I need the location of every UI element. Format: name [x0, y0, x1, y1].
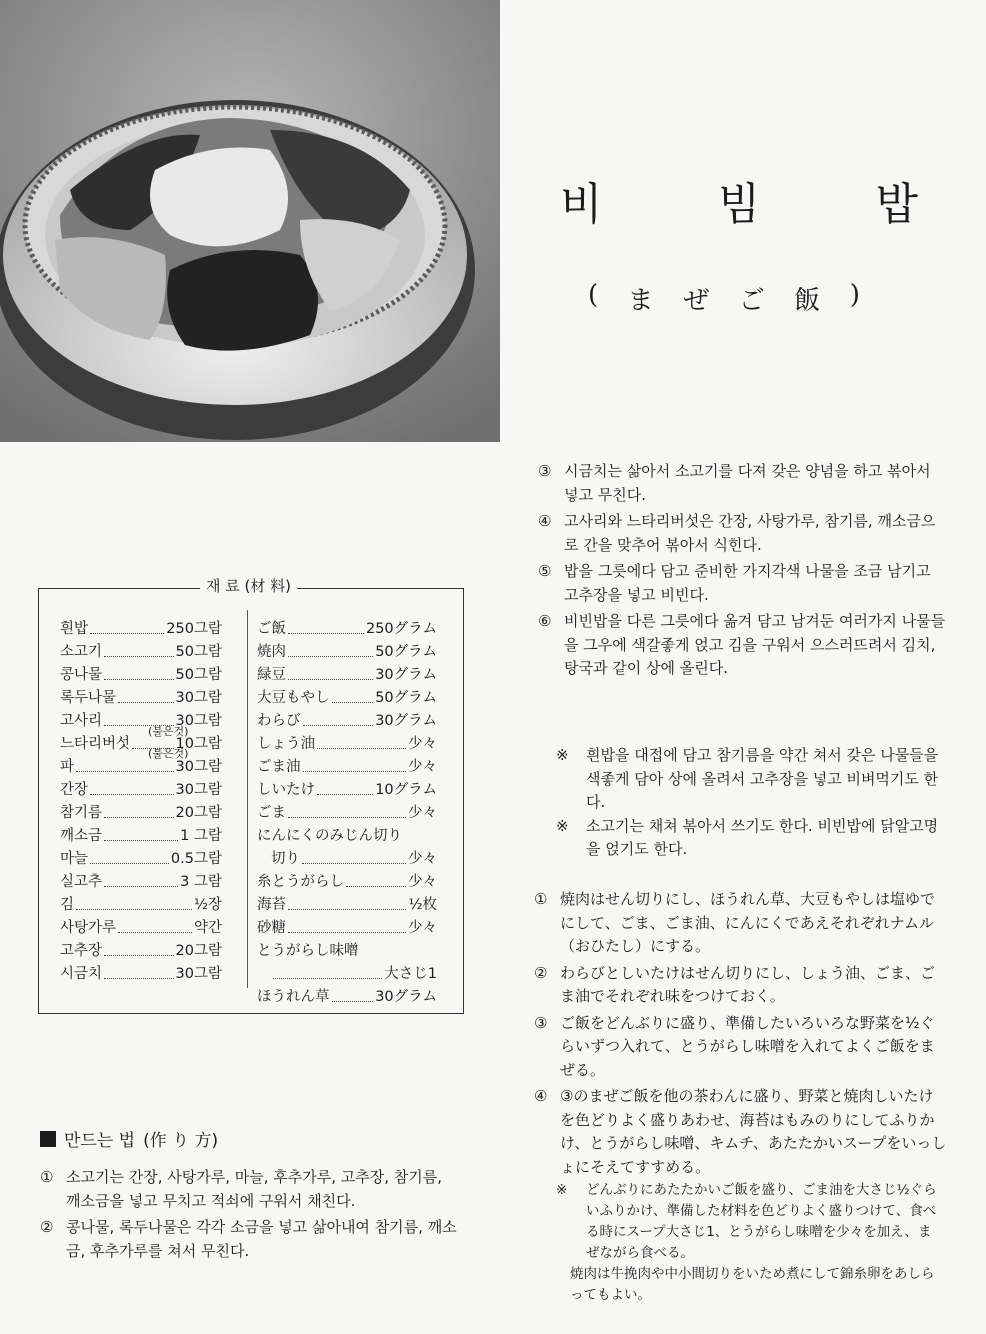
- ingredient-name: 사탕가루: [60, 920, 117, 936]
- ingredient-name: にんにくのみじん切り: [257, 828, 402, 844]
- ingredients-legend: 재 료 (材 料): [200, 575, 297, 596]
- ingredient-qty: 1 그람: [180, 828, 222, 844]
- method-heading: [40, 1126, 218, 1151]
- note-text: 소고기는 채쳐 볶아서 쓰기도 한다. 비빈밥에 닭알고명을 얹기도 한다.: [586, 816, 939, 858]
- ingredient-name: しょう油: [257, 736, 315, 752]
- korean-step: [538, 560, 948, 607]
- ingredient-qty: 少々: [408, 736, 437, 752]
- ingredient-name: 시금치: [60, 966, 103, 982]
- ingredient-name: 록두나물: [60, 690, 117, 706]
- korean-step: [538, 610, 948, 681]
- ingredient-qty: 50그람: [175, 644, 222, 660]
- square-bullet-icon: [40, 1131, 56, 1147]
- note-mark: ※: [556, 816, 569, 835]
- ingredient-row: [257, 664, 437, 687]
- ingredient-qty: 少々: [408, 851, 437, 867]
- ingredient-row: [60, 963, 222, 986]
- korean-step: [40, 1216, 460, 1263]
- ingredient-row: [257, 641, 437, 664]
- note-mark: ※: [556, 746, 569, 764]
- ingredient-row: [60, 733, 222, 756]
- ingredient-name: ほうれん草: [257, 989, 330, 1005]
- ingredient-qty: 50グラム: [375, 644, 437, 660]
- ingredient-qty: ½枚: [408, 897, 437, 913]
- ingredient-row: [60, 687, 222, 710]
- step-text: 콩나물, 록두나물은 각각 소금을 넣고 삶아내여 참기름, 깨소금, 후추가루를 쳐서 무친다.: [66, 1218, 457, 1260]
- ingredient-row: [257, 940, 437, 963]
- ingredient-qty: 30グラム: [375, 667, 437, 683]
- note-text: 흰밥을 대접에 담고 참기름을 약간 쳐서 갖은 나물들을 색좋게 담아 상에 올려서 고추장을 넣고 비벼먹기도 한다.: [586, 746, 939, 811]
- ingredient-name: 느타리버섯: [60, 736, 131, 752]
- ingredient-name: 간장: [60, 782, 89, 798]
- method-heading-japanese: (作 り 方): [143, 1131, 219, 1151]
- korean-note: [556, 815, 948, 862]
- ingredient-qty: 30그람: [175, 713, 222, 729]
- ingredient-row: [60, 779, 222, 802]
- step-text: 비빈밥을 다른 그릇에다 옮겨 담고 남겨둔 여러가지 나물들을 그우에 색갈좋게 얹고 김을 구워서 으스러뜨려서 김치, 탕국과 같이 상에 올린다.: [564, 612, 946, 677]
- ingredient-note: (불은것): [148, 747, 189, 760]
- ingredient-row: [257, 848, 437, 871]
- ingredient-row: [257, 802, 437, 825]
- ingredient-row: [60, 802, 222, 825]
- japanese-notes: [556, 1180, 944, 1306]
- ingredient-qty: 약간: [193, 920, 222, 936]
- ingredient-row: [257, 779, 437, 802]
- ingredient-name: 깨소금: [60, 828, 103, 844]
- ingredient-row: [257, 825, 437, 848]
- page-subtitle: [588, 280, 860, 317]
- step-number: ①: [40, 1168, 54, 1186]
- bibimbap-bowl-image: [0, 0, 500, 442]
- ingredient-name: わらび: [257, 713, 301, 729]
- ingredient-row: [60, 894, 222, 917]
- ingredient-row: [257, 733, 437, 756]
- ingredient-qty: 250グラム: [365, 621, 437, 637]
- step-text: わらびとしいたけはせん切りにし、しょう油、ごま、ごま油でそれぞれ味をつけておく。: [560, 963, 936, 1005]
- ingredient-row: [257, 963, 437, 986]
- step-text: 시금치는 삶아서 소고기를 다져 갖은 양념을 하고 볶아서 넣고 무친다.: [564, 462, 931, 504]
- bibimbap-photo: [0, 0, 500, 442]
- ingredient-row: [257, 986, 437, 1009]
- ingredient-qty: 少々: [408, 920, 437, 936]
- ingredient-qty: 250그람: [166, 621, 222, 637]
- subtitle-char: (: [588, 280, 599, 310]
- japanese-step: [534, 1012, 948, 1083]
- ingredient-name: ごま: [257, 805, 286, 821]
- ingredient-row: [60, 825, 222, 848]
- title-char: 비: [560, 179, 605, 230]
- ingredient-name: 파: [60, 759, 75, 775]
- ingredient-row: [257, 710, 437, 733]
- ingredient-qty: 少々: [408, 759, 437, 775]
- ingredient-name: 흰밥: [60, 621, 89, 637]
- japanese-note: [556, 1180, 944, 1264]
- ingredient-qty: 20그람: [175, 805, 222, 821]
- subtitle-char: ご: [738, 286, 765, 316]
- korean-step: [40, 1166, 460, 1213]
- ingredient-name: とうがらし味噌: [257, 943, 359, 959]
- ingredient-row: [257, 894, 437, 917]
- ingredient-qty: 少々: [408, 874, 437, 890]
- ingredient-row: [60, 664, 222, 687]
- ingredient-name: 참기름: [60, 805, 103, 821]
- note-mark: ※: [556, 1182, 568, 1198]
- ingredient-row: [60, 756, 222, 779]
- ingredient-name: 海苔: [257, 897, 286, 913]
- ingredient-row: [60, 641, 222, 664]
- step-number: ②: [40, 1218, 54, 1236]
- ingredient-qty: 10그람: [175, 736, 222, 752]
- ingredient-name: 緑豆: [257, 667, 286, 683]
- ingredient-qty: 30グラム: [375, 989, 437, 1005]
- ingredient-name: 소고기: [60, 644, 103, 660]
- ingredient-qty: 50그람: [175, 667, 222, 683]
- subtitle-char: ): [849, 280, 860, 310]
- japanese-step: [534, 888, 948, 959]
- korean-steps-right: [538, 460, 948, 684]
- ingredient-row: [60, 618, 222, 641]
- korean-note: [556, 744, 948, 815]
- ingredient-row: [257, 687, 437, 710]
- step-number: ⑤: [538, 562, 552, 580]
- ingredient-qty: 30그람: [175, 966, 222, 982]
- step-number: ④: [538, 512, 552, 530]
- step-number: ②: [534, 963, 548, 982]
- ingredients-japanese-list: [257, 618, 437, 1009]
- ingredient-row: [257, 756, 437, 779]
- ingredient-row: [60, 848, 222, 871]
- ingredient-row: [257, 917, 437, 940]
- subtitle-char: ぜ: [683, 286, 710, 316]
- ingredient-name: 大豆もやし: [257, 690, 330, 706]
- ingredient-row: [257, 871, 437, 894]
- subtitle-char: ま: [627, 286, 654, 316]
- step-number: ①: [534, 890, 548, 908]
- japanese-step: [534, 1085, 948, 1179]
- ingredients-korean-list: [60, 618, 222, 986]
- step-text: 焼肉はせん切りにし、ほうれん草、大豆もやしは塩ゆでにして、ごま、ごま油、にんにくであえそれぞれナムル（おひたし）にする。: [560, 890, 936, 955]
- ingredient-qty: 20그람: [175, 943, 222, 959]
- ingredient-name: 콩나물: [60, 667, 103, 683]
- ingredient-name: 切り: [271, 851, 300, 867]
- method-heading-korean: 만드는 법: [64, 1131, 136, 1151]
- step-number: ⑥: [538, 612, 552, 630]
- korean-notes: [556, 744, 948, 862]
- korean-step: [538, 460, 948, 507]
- korean-steps-left: [40, 1166, 460, 1266]
- note-text: どんぶりにあたたかいご飯を盛り、ごま油を大さじ½ぐらいふりかけ、準備した材料を色どりよく盛りつけて、食べる時にスープ大さじ1、とうがらし味噌を少々を加え、まぜながら食べる。: [586, 1182, 937, 1261]
- ingredient-name: 糸とうがらし: [257, 874, 344, 890]
- ingredient-name: 마늘: [60, 851, 89, 867]
- ingredient-qty: 10グラム: [375, 782, 437, 798]
- ingredient-row: [257, 618, 437, 641]
- ingredient-name: 김: [60, 897, 75, 913]
- ingredient-name: 砂糖: [257, 920, 286, 936]
- ingredient-name: 고추장: [60, 943, 103, 959]
- step-number: ③: [534, 1013, 548, 1032]
- ingredient-qty: 少々: [408, 805, 437, 821]
- japanese-steps: [534, 888, 948, 1182]
- page-title: [560, 168, 920, 232]
- ingredient-qty: 30グラム: [375, 713, 437, 729]
- title-char: 빔: [717, 179, 763, 230]
- step-text: 고사리와 느타리버섯은 간장, 사탕가루, 참기름, 깨소금으로 간을 맞추어 볶아서 식힌다.: [564, 512, 936, 554]
- ingredient-qty: 30그람: [175, 782, 222, 798]
- step-number: ③: [538, 462, 552, 480]
- ingredient-name: ご飯: [257, 621, 286, 637]
- ingredient-name: 실고추: [60, 874, 103, 890]
- japanese-note-extra: 焼肉は牛挽肉や中小間切りをいため煮にして錦糸卵をあしらってもよい。: [570, 1266, 935, 1303]
- ingredient-qty: 30그람: [175, 690, 222, 706]
- column-divider: [247, 610, 248, 988]
- step-text: 밥을 그릇에다 담고 준비한 가지각색 나물을 조금 남기고 고추장을 넣고 비빈다.: [564, 562, 931, 604]
- ingredient-row: [60, 940, 222, 963]
- japanese-step: [534, 962, 948, 1009]
- ingredient-qty: 50グラム: [375, 690, 437, 706]
- ingredient-qty: ½장: [193, 897, 222, 913]
- step-text: ③のまぜご飯を他の茶わんに盛り、野菜と焼肉しいたけを色どりよく盛りあわせ、海苔はもみのりにしてふりかけ、とうがらし味噌、キムチ、あたたかいスープをいっしょにそえてすすめる。: [560, 1087, 947, 1176]
- step-text: 소고기는 간장, 사탕가루, 마늘, 후추가루, 고추장, 참기름, 깨소금을 넣고 무치고 적쇠에 구워서 채친다.: [66, 1168, 442, 1210]
- step-number: ④: [534, 1087, 548, 1105]
- ingredient-name: しいたけ: [257, 782, 315, 798]
- ingredient-row: [60, 710, 222, 733]
- ingredient-qty: 大さじ1: [384, 966, 437, 982]
- ingredient-name: 고사리: [60, 713, 103, 729]
- ingredient-note: (불은것): [148, 725, 189, 738]
- ingredient-qty: 0.5그람: [170, 851, 222, 867]
- korean-step: [538, 510, 948, 557]
- ingredient-name: 焼肉: [257, 644, 286, 660]
- ingredient-name: ごま油: [257, 759, 301, 775]
- ingredient-row: [60, 871, 222, 894]
- ingredient-row: [60, 917, 222, 940]
- ingredient-qty: 3 그람: [180, 874, 222, 890]
- ingredient-qty: 30그람: [175, 759, 222, 775]
- title-char: 밥: [875, 179, 920, 230]
- subtitle-char: 飯: [794, 286, 821, 316]
- step-text: ご飯をどんぶりに盛り、準備したいろいろな野菜を½ぐらいずつ入れて、とうがらし味噌を入れてよくご飯をまぜる。: [560, 1013, 935, 1079]
